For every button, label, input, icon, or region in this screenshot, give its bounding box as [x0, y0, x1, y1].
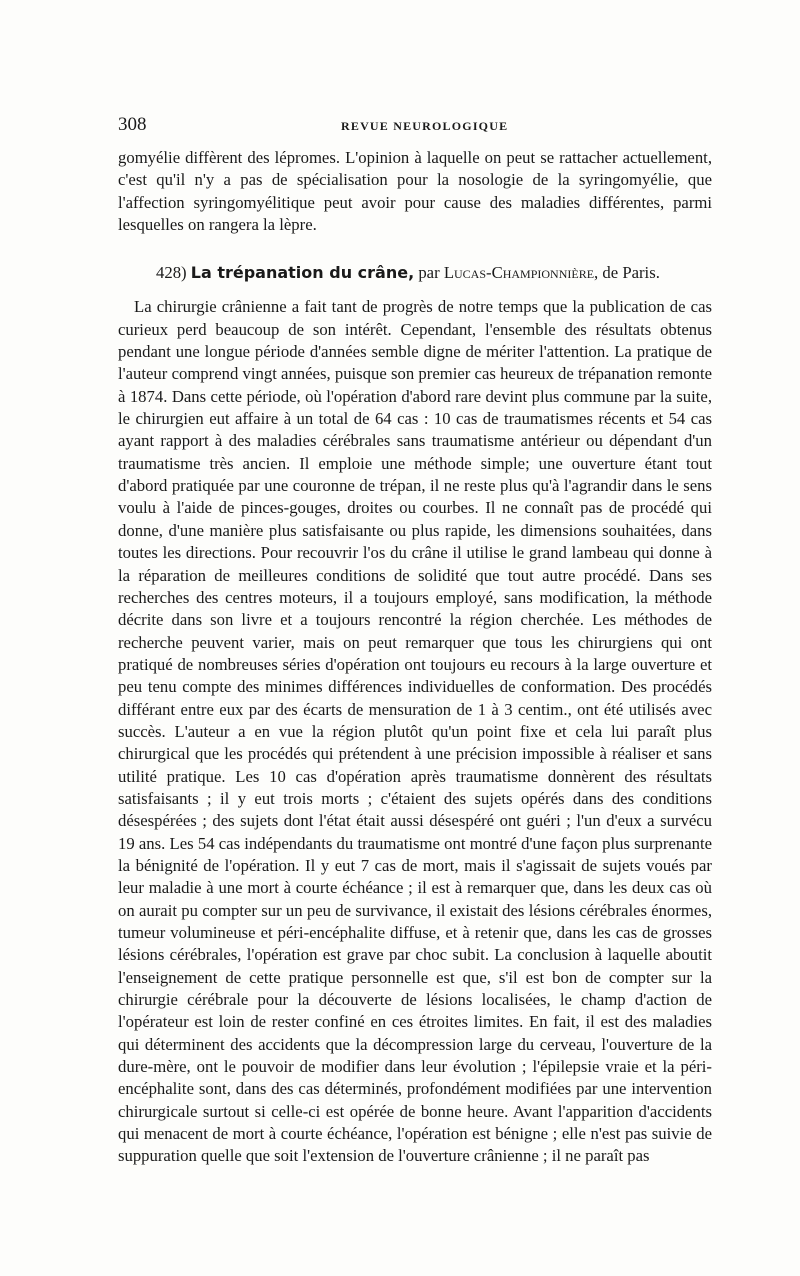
page-number: 308	[118, 114, 147, 135]
page-header	[118, 113, 710, 137]
article-author: Lucas-Championnière,	[443, 263, 599, 283]
continuation-paragraph: gomyélie diffèrent des lépromes. L'opinion à laquelle on peut se rattacher actuellement, c'est qu'il n'y a pas de spécialisation pour la nosologie de la syringomyélie, que l'affection syringomyélitique peut avoir pour cause des maladies différentes, parmi lesquelles on rangera la lèpre.	[118, 148, 712, 235]
text-column	[118, 147, 712, 1168]
article-heading	[118, 262, 712, 284]
running-head: REVUE NEUROLOGIQUE	[341, 119, 509, 133]
article-location: de Paris.	[602, 263, 660, 283]
article-by: par	[418, 263, 440, 283]
article-title: La trépanation du crâne,	[190, 263, 415, 283]
article-number: 428)	[156, 263, 187, 283]
article-body: La chirurgie crânienne a fait tant de progrès de notre temps que la publication de cas curieux perd beaucoup de son intérêt. Cependant, l'ensemble des résultats obtenus pendant une longue période d'années semble digne de mériter l'attention. La pratique de l'auteur comprend vingt années, puisque son premier cas heureux de trépanation remonte à 1874. Dans cette période, où l'opération d'abord rare devint plus commune par la suite, le chirurgien eut affaire à un total de 64 cas : 10 cas de traumatismes récents et 54 cas ayant rapport à des maladies cérébrales sans traumatisme antérieur ou dépendant d'un traumatisme très ancien. Il emploie une méthode simple; une ouverture étant tout d'abord pratiquée par une couronne de trépan, il ne reste plus qu'à l'agrandir dans le sens voulu à l'aide de pinces-gouges, droites ou courbes. Il ne connaît pas de procédé qui donne, d'une manière plus satisfaisante ou plus rapide, les dimensions souhaitées, dans toutes les directions. Pour recouvrir l'os du crâne il utilise le grand lambeau qui donne à la réparation de meilleures conditions de solidité que tout autre procédé. Dans ses recherches des centres moteurs, il a toujours employé, sans modification, la méthode décrite dans son livre et a toujours rencontré la région cherchée. Les méthodes de recherche peuvent varier, mais on peut remarquer que tous les chirurgiens qui ont pratiqué de nombreuses séries d'opération ont toujours eu recours à la large ouverture et peu tenu compte des minimes différences individuelles de conformation. Des procédés différant entre eux par des écarts de mensuration de 1 à 3 centim., ont été utilisés avec succès. L'auteur a en vue la région plutôt qu'un point fixe et cela lui paraît plus chirurgical que les procédés qui prétendent à une précision impossible à réaliser et sans utilité pratique. Les 10 cas d'opération après traumatisme donnèrent des résultats satisfaisants ; il y eut trois morts ; c'étaient des sujets opérés dans des conditions désespérées ; des sujets dont l'état était aussi désespéré ont guéri ; l'un d'eux a survécu 19 ans. Les 54 cas indépendants du traumatisme ont montré d'une façon plus surprenante la bénignité de l'opération. Il y eut 7 cas de mort, mais il s'agissait de sujets voués par leur maladie à une mort à courte échéance ; il est à remarquer que, dans les deux cas où on aurait pu compter sur un peu de survivance, il existait des lésions cérébrales énormes, tumeur volumineuse et péri-encéphalite diffuse, et à retenir que, dans les cas de grosses lésions cérébrales, l'opération est grave par choc subit. La conclusion à laquelle aboutit l'enseignement de cette pratique personnelle est que, s'il est bon de compter sur la chirurgie cérébrale pour la découverte de lésions localisées, le champ d'action de l'opérateur est loin de rester confiné en ces étroites limites. En fait, il est des maladies qui déterminent des accidents que la décompression large du cerveau, l'ouverture de la dure-mère, ont le pouvoir de modifier dans leur évolution ; l'épilepsie vraie et la péri-encéphalite sont, dans des cas déterminés, profondément modifiées par une intervention chirurgicale surtout si celle-ci est opérée de bonne heure. Avant l'apparition d'accidents qui menacent de mort à courte échéance, l'opération est bénigne ; elle n'est pas suivie de suppuration quelle que soit l'extension de l'ouverture crânienne ; il ne paraît pas	[118, 297, 712, 1166]
